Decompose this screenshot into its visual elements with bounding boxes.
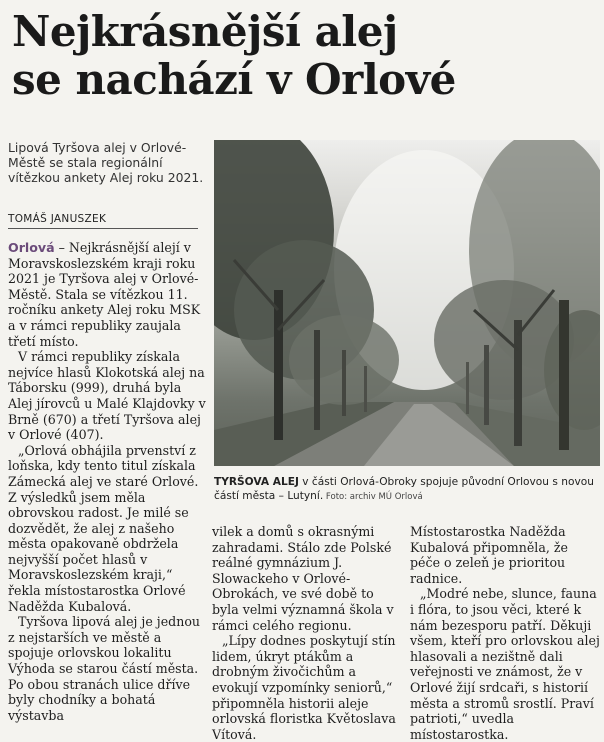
photo-caption bbox=[214, 476, 600, 504]
paragraph: „Modré nebe, slunce, fauna i flóra, to jsou věci, které k nám bezesporu patří. Děkuji všem, kteří pro orlovskou alej hlasovali a nezištně dali veřejnosti ve známost, že v Orlové žijí srdcaři, s historií města a stromů srostlí. Praví patrioti,“ uvedla místostarostka. bbox=[410, 586, 600, 742]
paragraph: „Lípy dodnes poskytují stín lidem, úkryt ptákům a drobným živočichům a evokují vzpomínky seniorů,“ připomněla historii aleje orlovská floristka Květoslava Vítová. bbox=[212, 633, 396, 742]
tree-alley-illustration bbox=[214, 140, 600, 466]
article-column-2 bbox=[212, 524, 402, 742]
article-column-1 bbox=[8, 240, 206, 723]
dateline: Orlová bbox=[8, 240, 55, 255]
paragraph bbox=[8, 240, 206, 349]
lead-paragraph: Lipová Tyršova alej v Orlové-Městě se stala regionální vítězkou ankety Alej roku 2021. bbox=[8, 140, 204, 185]
paragraph: V rámci republiky získala nejvíce hlasů Klokotská alej na Táborsku (999), druhá byla Alej jírovců u Malé Klajdovky v Brně (670) a třetí Tyršova alej v Orlové (407). bbox=[8, 349, 206, 443]
paragraph: „Orlová obhájila prvenství z loňska, kdy tento titul získala Zámecká alej ve staré Orlové. Z výsledků jsem měla obrovskou radost. Je milé se dozvědět, že alej z našeho města opakovaně obdržela nejvyšší počet hlasů v Moravskoslezském kraji,“ řekla místostarostka Orlové Naděžda Kubalová. bbox=[8, 442, 199, 614]
paragraph: Místostarostka Naděžda Kubalová připomněla, že péče o zeleň je prioritou radnice. bbox=[410, 524, 568, 586]
paragraph-text: – Nejkrásnější alejí v Moravskoslezském kraji roku 2021 je Tyršova alej v Orlové-Městě. Stala se vítězkou 11. ročníku ankety Alej roku MSK a v rámci republiky zaujala třetí místo. bbox=[8, 240, 201, 349]
paragraph: Tyršova lipová alej je jednou z nejstarších ve městě a spojuje orlovskou lokalitu Výhoda se starou částí města. Po obou stranách ulice dříve byly chodníky a bohatá výstavba bbox=[8, 614, 201, 723]
headline-line-1: Nejkrásnější alej bbox=[12, 7, 398, 56]
alley-photo bbox=[214, 140, 600, 466]
article-column-3 bbox=[410, 524, 600, 742]
caption-text: v části Orlová-Obroky spojuje původní Orlovou s novou částí města – Lutyní. bbox=[214, 476, 594, 502]
photo-credit: Foto: archiv MÚ Orlová bbox=[323, 491, 423, 502]
paragraph: vilek a domů s okrasnými zahradami. Stálo zde Polské reálné gymnázium J. Slowackeho v Orlové-Obrokách, ve své době to byla velmi významná škola v rámci celého regionu. bbox=[212, 524, 394, 633]
caption-title: TYRŠOVA ALEJ bbox=[214, 476, 299, 488]
headline-line-2: se nachází v Orlové bbox=[12, 55, 456, 104]
author-byline: TOMÁŠ JANUSZEK bbox=[8, 213, 198, 229]
headline bbox=[12, 8, 592, 104]
